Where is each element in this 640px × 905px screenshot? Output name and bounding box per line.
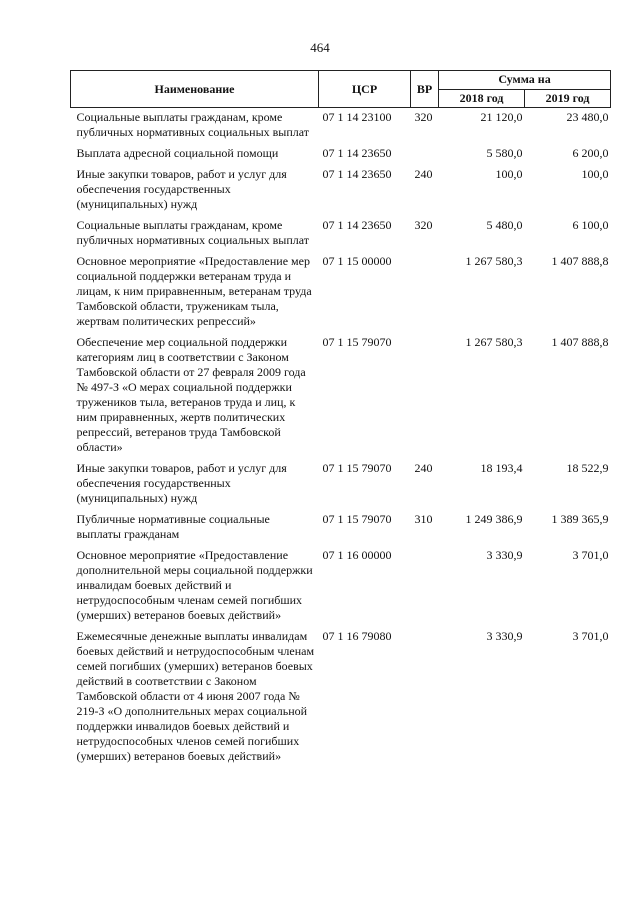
cell-csr: 07 1 14 23650 xyxy=(322,146,392,160)
table-row xyxy=(71,108,611,145)
budget-table xyxy=(70,70,611,768)
cell-2019: 3 701,0 xyxy=(572,548,609,562)
cell-name: Выплата адресной социальной помощи xyxy=(76,146,279,160)
table-row xyxy=(71,510,611,546)
cell-name: Ежемесячные денежные выплаты инвалидам боевых действий и нетрудоспособным членам семей погибших (умерших) ветеранов боевых действий в соответствии с Законом Тамбовской области от 4 июня 2007 года № 219-З «О дополнительных мерах социальной поддержки инвалидов боевых действий и нетрудоспособных членов семей погибших (умерших) ветеранов боевых действий» xyxy=(76,629,315,763)
cell-name: Обеспечение мер социальной поддержки категориям лиц в соответствии с Законом Тамбовской области от 27 февраля 2009 года № 497-З «О мерах социальной поддержки тружеников тыла, ветеранов труда и лиц, к ним приравненных, жертв политических репрессий, ветеранов труда Тамбовской области» xyxy=(76,335,306,454)
cell-name: Социальные выплаты гражданам, кроме публичных нормативных социальных выплат xyxy=(76,110,310,139)
cell-name: Основное мероприятие «Предоставление мер социальной поддержки ветеранам труда и лицам, к ним приравненным, ветеранам труда Тамбовской области, труженикам тыла, жертвам политических репрессий» xyxy=(76,254,312,328)
cell-name: Публичные нормативные социальные выплаты гражданам xyxy=(76,512,270,541)
table-row xyxy=(71,252,611,333)
cell-2018: 1 249 386,9 xyxy=(465,512,523,526)
cell-2019: 1 407 888,8 xyxy=(551,335,609,349)
cell-vr xyxy=(411,333,439,459)
table-header xyxy=(71,71,611,108)
cell-2018: 1 267 580,3 xyxy=(465,254,523,268)
cell-2019: 3 701,0 xyxy=(572,629,609,643)
header-name: Наименование xyxy=(71,71,319,108)
cell-2019: 23 480,0 xyxy=(566,110,609,124)
cell-2018: 100,0 xyxy=(495,167,523,181)
table-row xyxy=(71,459,611,510)
cell-name: Иные закупки товаров, работ и услуг для обеспечения государственных (муниципальных) нужд xyxy=(76,461,287,505)
cell-name: Социальные выплаты гражданам, кроме публичных нормативных социальных выплат xyxy=(76,218,310,247)
cell-vr: 240 xyxy=(414,461,433,475)
cell-csr: 07 1 15 00000 xyxy=(322,254,392,268)
cell-csr: 07 1 14 23650 xyxy=(322,218,392,232)
cell-csr: 07 1 15 79070 xyxy=(322,461,392,475)
cell-vr: 240 xyxy=(414,167,433,181)
cell-2019: 100,0 xyxy=(581,167,609,181)
cell-name: Основное мероприятие «Предоставление дополнительной меры социальной поддержки инвалидам боевых действий и нетрудоспособным членам семей погибших (умерших) ветеранов боевых действий» xyxy=(76,548,313,622)
table-row xyxy=(71,627,611,768)
cell-2018: 5 580,0 xyxy=(486,146,523,160)
header-vr: ВР xyxy=(411,71,439,108)
cell-vr xyxy=(411,144,439,165)
header-year-2019: 2019 год xyxy=(525,89,611,108)
cell-vr xyxy=(411,252,439,333)
table-row xyxy=(71,165,611,216)
table-row xyxy=(71,216,611,252)
cell-2018: 5 480,0 xyxy=(486,218,523,232)
cell-2018: 3 330,9 xyxy=(486,548,523,562)
cell-2018: 21 120,0 xyxy=(480,110,523,124)
cell-vr: 310 xyxy=(414,512,433,526)
table-body xyxy=(71,108,611,769)
header-csr: ЦСР xyxy=(319,71,411,108)
cell-csr: 07 1 16 79080 xyxy=(322,629,392,643)
cell-2019: 1 407 888,8 xyxy=(551,254,609,268)
page-number: 464 xyxy=(310,40,330,55)
cell-2019: 6 100,0 xyxy=(572,218,609,232)
cell-csr: 07 1 16 00000 xyxy=(322,548,392,562)
cell-2018: 18 193,4 xyxy=(480,461,523,475)
cell-csr: 07 1 15 79070 xyxy=(322,335,392,349)
cell-csr: 07 1 14 23650 xyxy=(322,167,392,181)
cell-2018: 3 330,9 xyxy=(486,629,523,643)
table-row xyxy=(71,546,611,627)
cell-2019: 18 522,9 xyxy=(566,461,609,475)
cell-2019: 6 200,0 xyxy=(572,146,609,160)
cell-vr: 320 xyxy=(414,218,433,232)
header-sum-on: Сумма на xyxy=(439,71,611,90)
cell-csr: 07 1 15 79070 xyxy=(322,512,392,526)
table-row xyxy=(71,333,611,459)
cell-vr: 320 xyxy=(414,110,433,124)
cell-2019: 1 389 365,9 xyxy=(551,512,609,526)
cell-name: Иные закупки товаров, работ и услуг для обеспечения государственных (муниципальных) нужд xyxy=(76,167,287,211)
cell-vr xyxy=(411,546,439,627)
cell-vr xyxy=(411,627,439,768)
header-year-2018: 2018 год xyxy=(439,89,525,108)
cell-csr: 07 1 14 23100 xyxy=(322,110,392,124)
cell-2018: 1 267 580,3 xyxy=(465,335,523,349)
table-row xyxy=(71,144,611,165)
